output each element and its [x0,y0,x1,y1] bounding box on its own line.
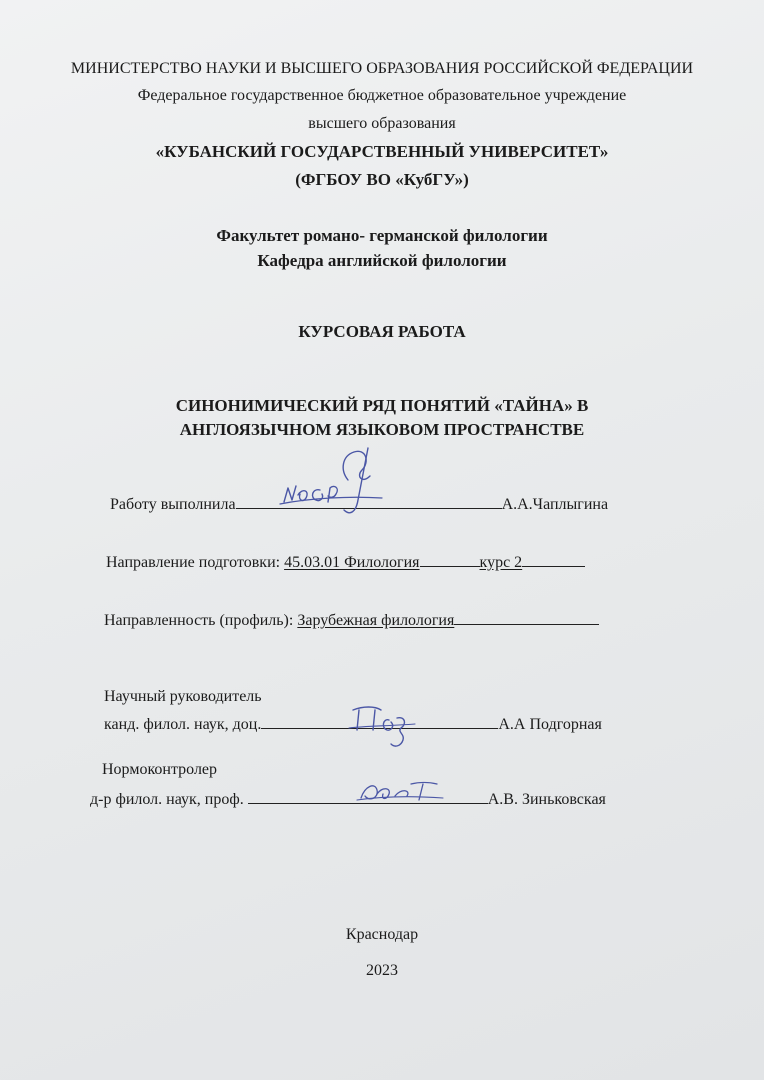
normcontroller-title: Нормоконтролер [102,761,218,778]
course-trailing-line [522,552,585,567]
year: 2023 [366,962,398,979]
institution-line-2: высшего образования [308,115,456,132]
normcontroller-row [90,789,606,809]
author-name: А.А.Чаплыгина [501,496,609,513]
course-value: курс 2 [479,554,523,571]
supervisor-title: Научный руководитель [104,688,262,705]
author-label: Работу выполнила [110,496,236,513]
supervisor-signature [345,700,425,752]
profile-trailing-line [454,610,599,625]
profile-value: Зарубежная филология [297,612,455,629]
institution-line-1: Федеральное государственное бюджетное образовательное учреждение [137,87,627,104]
direction-row [106,552,585,572]
profile-label: Направленность (профиль): [104,612,294,629]
university-name: «КУБАНСКИЙ ГОСУДАРСТВЕННЫЙ УНИВЕРСИТЕТ» [155,142,609,161]
department: Кафедра английской филологии [257,251,507,270]
direction-label: Направление подготовки: [106,554,281,571]
ministry-line: МИНИСТЕРСТВО НАУКИ И ВЫСШЕГО ОБРАЗОВАНИЯ РОССИЙСКОЙ ФЕДЕРАЦИИ [70,60,694,77]
normcontroller-name: А.В. Зиньковская [487,791,606,808]
normcontroller-signature [355,776,445,806]
topic-line-1: СИНОНИМИЧЕСКИЙ РЯД ПОНЯТИЙ «ТАЙНА» В [175,396,589,415]
university-short-name: (ФГБОУ ВО «КубГУ») [295,170,469,189]
document-type: КУРСОВАЯ РАБОТА [298,322,466,341]
direction-gap-line [420,552,480,567]
profile-row [104,610,599,630]
author-signature [270,440,390,520]
topic-line-2: АНГЛОЯЗЫЧНОМ ЯЗЫКОВОМ ПРОСТРАНСТВЕ [179,420,585,439]
city: Краснодар [345,926,419,943]
supervisor-degree: канд. филол. наук, доц. [104,716,262,733]
supervisor-name: А.А Подгорная [498,716,602,733]
direction-value: 45.03.01 Филология [284,554,420,571]
faculty: Факультет романо- германской филологии [216,226,548,245]
normcontroller-degree: д-р филол. наук, проф. [90,791,244,808]
